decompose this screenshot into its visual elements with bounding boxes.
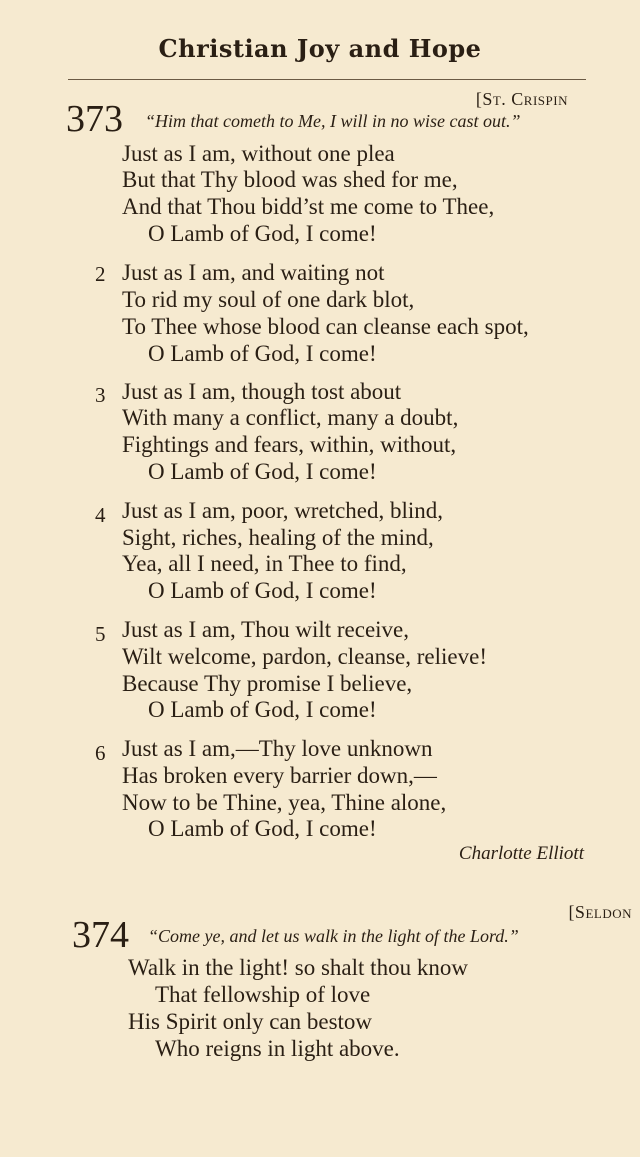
verse-line: Just as I am, and waiting not xyxy=(122,260,385,285)
stanza-number: 5 xyxy=(95,622,106,646)
verse-line: O Lamb of God, I come! xyxy=(148,697,377,722)
verse-line: Just as I am, though tost about xyxy=(122,379,402,404)
verse-line: O Lamb of God, I come! xyxy=(148,459,377,484)
verse-line: O Lamb of God, I come! xyxy=(148,221,377,246)
header-rule xyxy=(68,79,586,80)
verse-line: That fellowship of love xyxy=(155,982,371,1007)
verse-line: Sight, riches, healing of the mind, xyxy=(122,525,434,550)
verse-line: O Lamb of God, I come! xyxy=(148,341,377,366)
hymn-374-tune: [Seldon xyxy=(568,902,632,922)
verse-line: O Lamb of God, I come! xyxy=(148,578,377,603)
stanza-number: 6 xyxy=(95,741,106,765)
stanza-number: 3 xyxy=(95,383,106,407)
verse-line: Just as I am, Thou wilt receive, xyxy=(122,617,410,642)
verse-line: But that Thy blood was shed for me, xyxy=(122,167,458,192)
verse-line: Fightings and fears, within, without, xyxy=(122,432,457,457)
verse-line: Yea, all I need, in Thee to find, xyxy=(122,551,407,576)
verse-line: Wilt welcome, pardon, cleanse, relieve! xyxy=(122,644,487,669)
verse-line: Because Thy promise I believe, xyxy=(122,671,413,696)
verse-line: Walk in the light! so shalt thou know xyxy=(128,955,468,980)
verse-line: To Thee whose blood can cleanse each spot, xyxy=(122,314,529,339)
verse-line: Just as I am, poor, wretched, blind, xyxy=(122,498,444,523)
stanza-number: 2 xyxy=(95,262,106,286)
hymn-374-epigraph: “Come ye, and let us walk in the light of the Lord.” xyxy=(148,926,519,946)
verse-line: And that Thou bidd’st me come to Thee, xyxy=(122,194,495,219)
verse-line: His Spirit only can bestow xyxy=(128,1009,373,1034)
verse-line: Who reigns in light above. xyxy=(155,1036,400,1061)
hymn-373-epigraph: “Him that cometh to Me, I will in no wise cast out.” xyxy=(145,111,521,131)
verse-line: To rid my soul of one dark blot, xyxy=(122,287,415,312)
hymn-373-tune: [St. Crispin xyxy=(475,89,568,109)
page-header-title: Christian Joy and Hope xyxy=(158,34,482,63)
verse-line: With many a conflict, many a doubt, xyxy=(122,405,459,430)
verse-line: Has broken every barrier down,— xyxy=(122,763,437,788)
verse-line: Now to be Thine, yea, Thine alone, xyxy=(122,790,447,815)
hymn-373-author: Charlotte Elliott xyxy=(458,843,584,864)
verse-line: Just as I am, without one plea xyxy=(122,141,395,166)
verse-line: Just as I am,—Thy love unknown xyxy=(122,736,433,761)
hymn-373-number: 373 xyxy=(66,98,123,140)
verse-line: O Lamb of God, I come! xyxy=(148,816,377,841)
hymn-374-number: 374 xyxy=(72,914,129,956)
stanza-number: 4 xyxy=(95,503,106,527)
